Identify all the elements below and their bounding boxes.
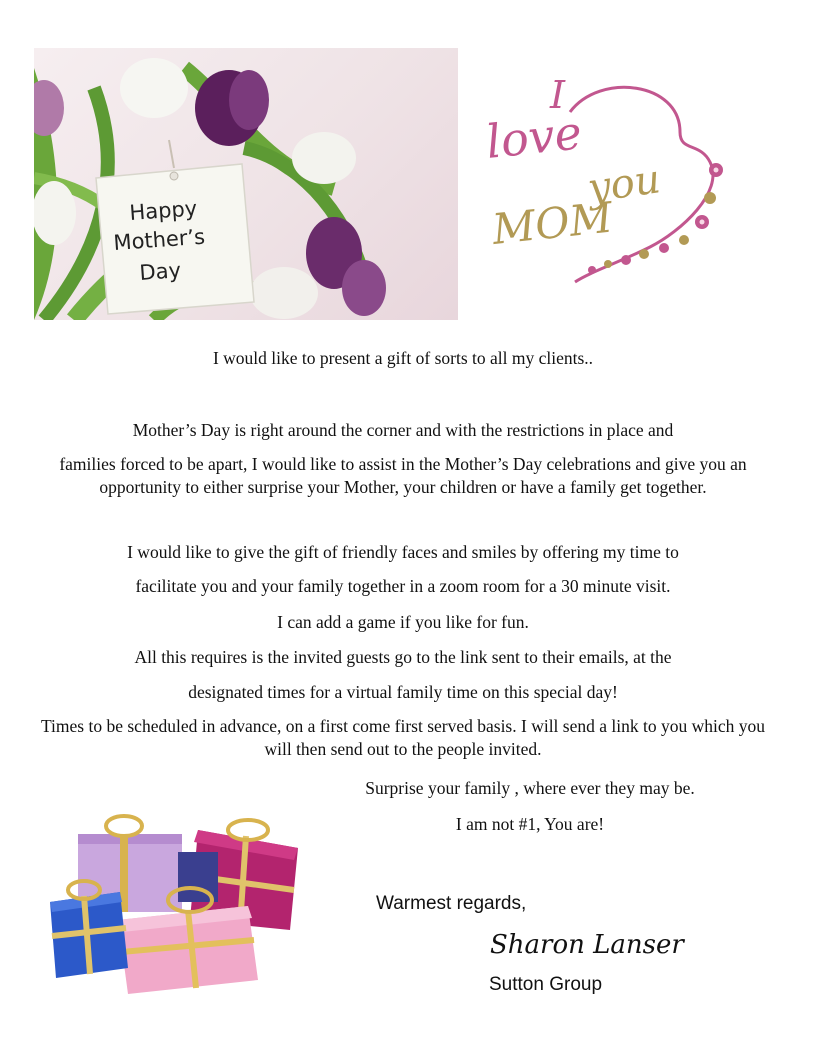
closing-line: Warmest regards, xyxy=(376,893,527,914)
gift-boxes-photo xyxy=(48,780,304,1006)
heart-text-i: I xyxy=(550,73,566,117)
paragraph-7: I am not #1, You are! xyxy=(455,814,605,834)
tulip-photo xyxy=(34,48,458,320)
tag-line-2: Mother’s xyxy=(112,224,206,255)
paragraph-3: I can add a game if you like for fun. xyxy=(277,612,529,632)
gift-tag xyxy=(96,164,254,314)
tag-line-1: Happy xyxy=(128,196,198,225)
company-name: Sutton Group xyxy=(489,974,603,995)
heart-text-love: love xyxy=(483,105,585,169)
i-love-you-mom-graphic xyxy=(480,72,740,292)
paragraph-6: Surprise your family , where ever they may be. xyxy=(365,778,695,798)
heart-text-you: you xyxy=(584,156,664,212)
paragraph-1-line-1: Mother’s Day is right around the corner and with the restrictions in place and xyxy=(132,420,674,440)
paragraph-2-line-1: I would like to give the gift of friendly faces and smiles by offering my time to xyxy=(127,542,679,562)
paragraph-5: Times to be scheduled in advance, on a first come first served basis. I will send a link to you which you will then send out to the people invited. xyxy=(40,716,765,759)
heart-text-mom: MOM xyxy=(489,192,615,254)
signature-name: Sharon Lanser xyxy=(490,930,684,960)
paragraph-1-line-2: families forced to be apart, I would like to assist in the Mother’s Day celebrations and give you an opportunity to either surprise your Mother, your children or have a family get together. xyxy=(59,454,747,497)
paragraph-2-line-2: facilitate you and your family together in a zoom room for a 30 minute visit. xyxy=(135,576,671,596)
tag-line-3: Day xyxy=(138,258,182,285)
paragraph-4-line-2: designated times for a virtual family time on this special day! xyxy=(188,682,618,702)
paragraph-4-line-1: All this requires is the invited guests go to the link sent to their emails, at the xyxy=(134,647,672,667)
letter-intro: I would like to present a gift of sorts to all my clients.. xyxy=(212,348,594,368)
